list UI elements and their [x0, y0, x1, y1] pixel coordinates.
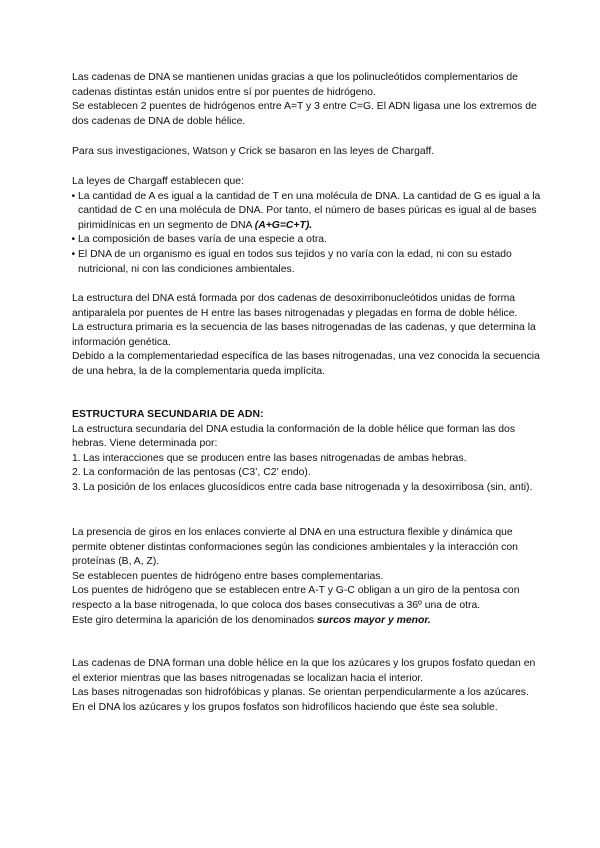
chargaff-bullet-1-text: La cantidad de A es igual a la cantidad de T en una molécula de DNA. La cantidad de G es igual a la cantidad de C en una molécula de DNA. Por tanto, el número de bases púricas es igual al de bases pirimidínicas en un segmento de DNA [78, 190, 541, 231]
chargaff-bullet-2: • La composición de bases varía de una especie a otra. [72, 233, 542, 248]
turns-paragraph-1: La presencia de giros en los enlaces convierte al DNA en una estructura flexible y dinámica que permite obtener distintas conformaciones según las condiciones ambientales y la interacción con proteínas (B, A, Z). [72, 527, 518, 568]
secondary-item-3-number: 3. [72, 481, 81, 493]
turns-paragraph-4-text: Este giro determina la aparición de los denominados [72, 614, 317, 626]
watson-crick-section [72, 145, 542, 160]
chargaff-intro: La leyes de Chargaff establecen que: [72, 176, 244, 187]
secondary-item-2 [72, 466, 542, 481]
secondary-item-1-number: 1. [72, 452, 81, 464]
secondary-item-2-text: La conformación de las pentosas (C3’, C2’ endo). [83, 467, 311, 479]
structure-paragraph-2: La estructura primaria es la secuencia de las bases nitrogenadas de las cadenas, y que determina la información genética. [72, 322, 536, 348]
secondary-item-1-text: Las interacciones que se producen entre las bases nitrogenadas de ambas hebras. [83, 452, 467, 464]
structure-paragraph-1: La estructura del DNA está formada por dos cadenas de desoxirribonucleótidos unidas de forma antiparalela por puentes de H entre las bases nitrogenadas y plegadas en forma de doble hélice. [72, 293, 518, 319]
turns-paragraph-3: Los puentes de hidrógeno que se establecen entre A-T y G-C obligan a un giro de la pentosa con respecto a la base nitrogenada, lo que coloca dos bases consecutivas a 36º una de otra. [72, 585, 520, 611]
grooves-term: surcos mayor y menor. [316, 614, 431, 626]
secondary-structure-section [72, 408, 542, 496]
secondary-item-1 [72, 452, 542, 467]
chargaff-formula: (A+G=C+T). [254, 219, 313, 231]
turns-paragraph-4 [72, 614, 542, 629]
helix-section [72, 657, 542, 715]
intro-paragraph-2: Se establecen 2 puentes de hidrógenos entre A=T y 3 entre C=G. El ADN ligasa une los extremos de dos cadenas de DNA de doble hélice. [72, 101, 537, 127]
helix-paragraph-1: Las cadenas de DNA forman una doble hélice en la que los azúcares y los grupos fosfato quedan en el exterior mientras que las bases nitrogenadas se localizan hacia el interior. [72, 658, 536, 684]
chargaff-bullet-3: • El DNA de un organismo es igual en todos sus tejidos y no varía con la edad, ni con su estado nutricional, ni con las condiciones ambientales. [72, 248, 542, 277]
structure-paragraph-3: Debido a la complementariedad específica de las bases nitrogenadas, una vez conocida la secuencia de una hebra, la de la complementaria queda implícita. [72, 351, 540, 377]
structure-section [72, 292, 542, 380]
intro-section [72, 71, 542, 129]
intro-paragraph-1: Las cadenas de DNA se mantienen unidas gracias a que los polinucleótidos complementarios de cadenas distintas están unidos entre sí por puentes de hidrógeno. [72, 72, 518, 98]
chargaff-list [72, 190, 542, 278]
helix-paragraph-3: En el DNA los azúcares y los grupos fosfatos son hidrofílicos haciendo que éste sea soluble. [72, 701, 498, 713]
chargaff-bullet-1 [72, 190, 542, 234]
secondary-structure-heading: ESTRUCTURA SECUNDARIA DE ADN: [72, 409, 264, 420]
secondary-structure-intro: La estructura secundaria del DNA estudia la conformación de la doble hélice que forman las dos hebras. Viene determinada por: [72, 423, 516, 450]
secondary-item-2-number: 2. [72, 467, 81, 479]
secondary-item-3 [72, 481, 542, 496]
secondary-item-3-text: La posición de los enlaces glucosídicos entre cada base nitrogenada y la desoxirribosa (sin, anti). [83, 481, 533, 493]
helix-paragraph-2: Las bases nitrogenadas son hidrofóbicas y planas. Se orientan perpendicularmente a los azúcares. [72, 687, 529, 699]
turns-paragraph-2: Se establecen puentes de hidrógeno entre bases complementarias. [72, 570, 384, 582]
turns-section [72, 526, 542, 628]
watson-crick-paragraph: Para sus investigaciones, Watson y Crick se basaron en las leyes de Chargaff. [72, 146, 435, 157]
chargaff-section [72, 175, 542, 277]
secondary-structure-list [72, 452, 542, 496]
